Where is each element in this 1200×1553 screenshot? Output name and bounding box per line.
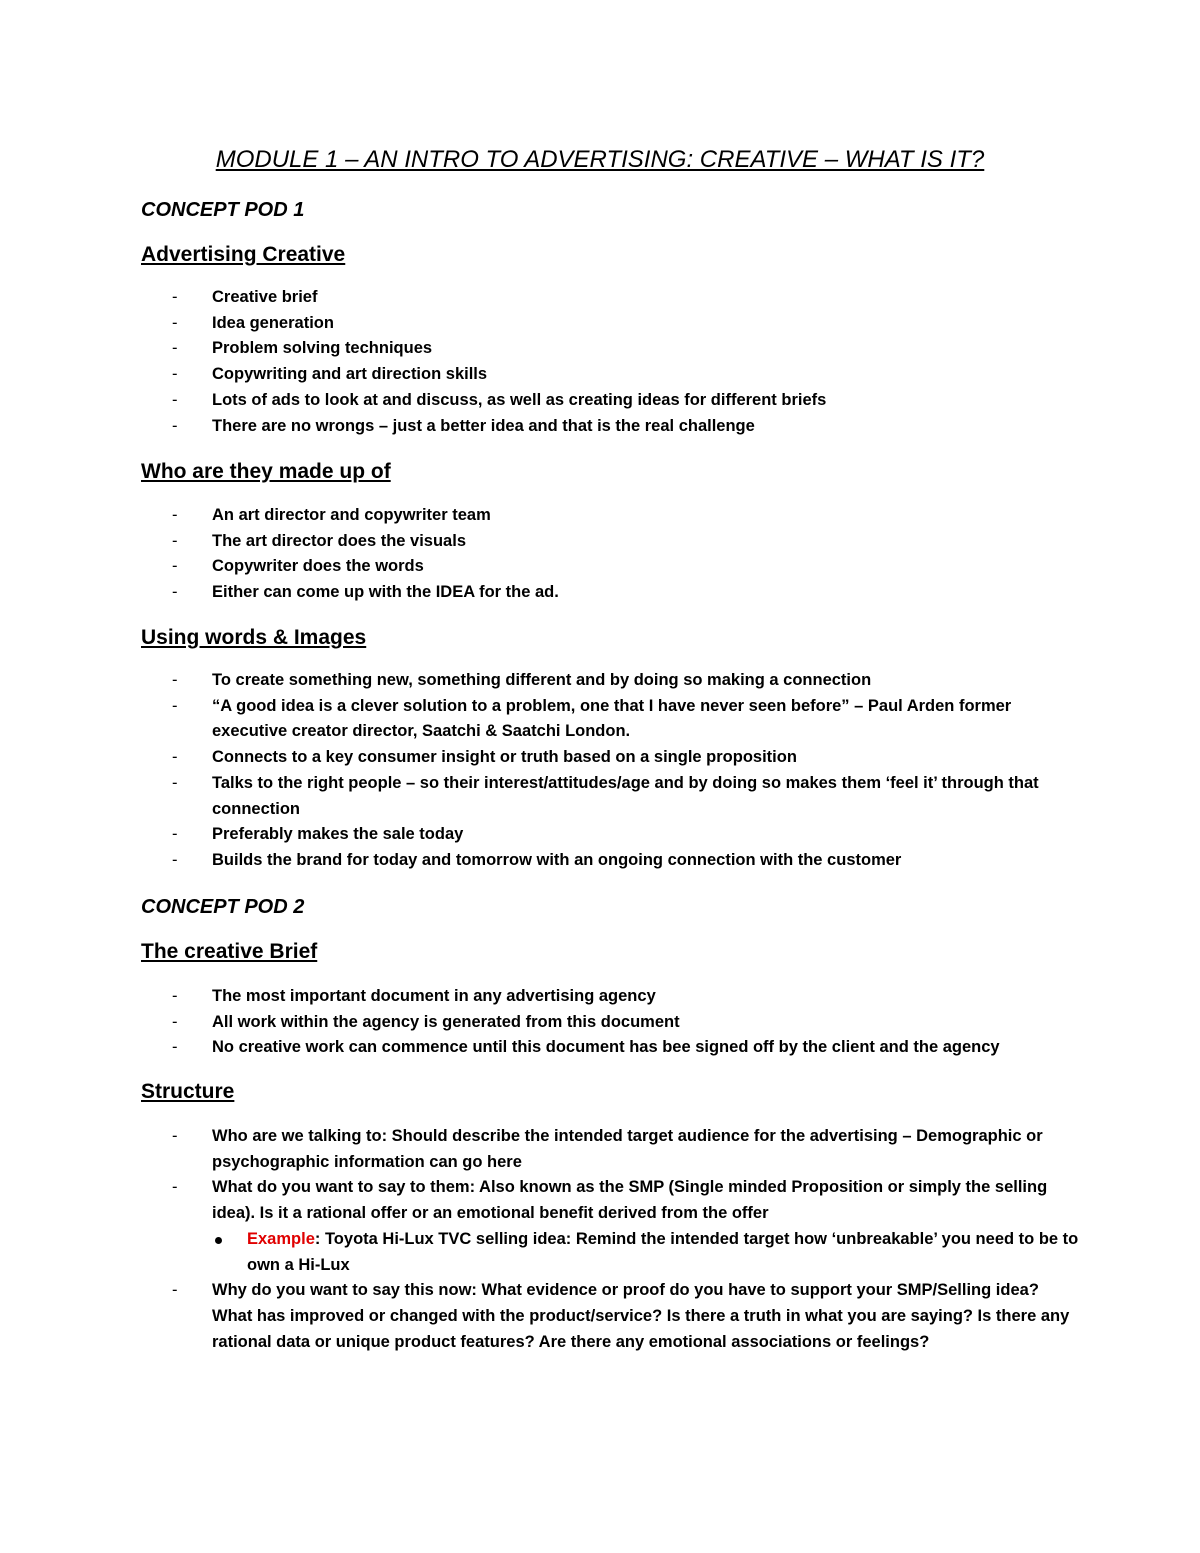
list-item: - Copywriter does the words xyxy=(0,554,1200,580)
dash-bullet: - xyxy=(172,773,178,792)
list-item: - Builds the brand for today and tomorrow with an ongoing connection with the customer xyxy=(0,848,1200,874)
dash-bullet: - xyxy=(172,1012,178,1031)
dash-bullet: - xyxy=(172,557,178,576)
list-item: - All work within the agency is generated from this document xyxy=(0,1010,1200,1036)
dash-bullet: - xyxy=(172,288,178,306)
dash-bullet: - xyxy=(172,1178,178,1197)
dash-bullet: - xyxy=(172,696,178,715)
example-label: Example xyxy=(247,1229,315,1248)
advertising-creative-list xyxy=(0,285,1200,439)
list-item: - The art director does the visuals xyxy=(0,529,1200,555)
list-item: - An art director and copywriter team xyxy=(0,503,1200,529)
section-heading-using-words-images: Using words & Images xyxy=(141,626,367,649)
dash-bullet: - xyxy=(172,390,178,409)
list-item: - What do you want to say to them: Also known as the SMP (Single minded Proposition or simply the selling idea). Is it a rational offer or an emotional benefit derived from the offer Example: Toyota Hi-Lux TVC selling idea: Remind the intended target how ‘unbreakable’ you need to be to own a Hi-Lux xyxy=(0,1175,1200,1278)
using-words-images-list xyxy=(0,668,1200,874)
list-item: - Either can come up with the IDEA for the ad. xyxy=(0,580,1200,606)
dash-bullet: - xyxy=(172,583,178,602)
dash-bullet: - xyxy=(172,365,178,384)
dash-bullet: - xyxy=(172,339,178,358)
list-item: - Creative brief xyxy=(0,285,1200,311)
structure-list xyxy=(0,1124,1200,1355)
dash-bullet: - xyxy=(172,850,178,869)
list-item: - Copywriting and art direction skills xyxy=(0,362,1200,388)
list-item: - Lots of ads to look at and discuss, as well as creating ideas for different briefs xyxy=(0,388,1200,414)
dash-bullet: - xyxy=(172,825,178,844)
list-item: - Preferably makes the sale today xyxy=(0,822,1200,848)
list-item: - No creative work can commence until this document has bee signed off by the client and the agency xyxy=(0,1035,1200,1061)
list-item: - The most important document in any advertising agency xyxy=(0,984,1200,1010)
bullet-dot-icon xyxy=(215,1237,222,1244)
list-item: - There are no wrongs – just a better idea and that is the real challenge xyxy=(0,414,1200,440)
list-item: - Talks to the right people – so their interest/attitudes/age and by doing so makes them ‘feel it’ through that connection xyxy=(0,771,1200,822)
who-are-they-list xyxy=(0,503,1200,606)
dash-bullet: - xyxy=(172,1038,178,1057)
dash-bullet: - xyxy=(172,748,178,767)
section-heading-the-creative-brief: The creative Brief xyxy=(141,940,318,963)
dash-bullet: - xyxy=(172,313,178,332)
dash-bullet: - xyxy=(172,531,178,550)
list-item: - Idea generation xyxy=(0,311,1200,337)
list-item: - Problem solving techniques xyxy=(0,336,1200,362)
list-item: - “A good idea is a clever solution to a problem, one that I have never seen before” – Paul Arden former executive creator director, Saatchi & Saatchi London. xyxy=(0,694,1200,745)
section-heading-structure: Structure xyxy=(141,1080,235,1103)
section-heading-advertising-creative: Advertising Creative xyxy=(141,243,346,266)
dash-bullet: - xyxy=(172,416,178,435)
dash-bullet: - xyxy=(172,987,178,1005)
document-title: MODULE 1 – AN INTRO TO ADVERTISING: CREATIVE – WHAT IS IT? xyxy=(215,146,985,173)
list-item: - To create something new, something different and by doing so making a connection xyxy=(0,668,1200,694)
dash-bullet: - xyxy=(172,1281,178,1300)
example-text: : Toyota Hi-Lux TVC selling idea: Remind the intended target how ‘unbreakable’ you need to be to own a Hi-Lux xyxy=(247,1229,1079,1274)
example-sub-item xyxy=(212,1227,1080,1278)
dash-bullet: - xyxy=(172,671,178,689)
section-heading-who-are-they-made-up-of: Who are they made up of xyxy=(141,460,391,483)
example-sub-list xyxy=(212,1227,1080,1278)
creative-brief-list xyxy=(0,984,1200,1061)
concept-pod-2-label: CONCEPT POD 2 xyxy=(141,896,305,918)
concept-pod-1-label: CONCEPT POD 1 xyxy=(141,199,305,221)
list-item: - Why do you want to say this now: What evidence or proof do you have to support your SMP/Selling idea? What has improved or changed with the product/service? Is there a truth in what you are saying? Is there any rational data or unique product features? Are there any emotional associations or feelings? xyxy=(0,1278,1200,1355)
list-item: - Who are we talking to: Should describe the intended target audience for the advertising – Demographic or psychographic information can go here xyxy=(0,1124,1200,1175)
list-item: - Connects to a key consumer insight or truth based on a single proposition xyxy=(0,745,1200,771)
dash-bullet: - xyxy=(172,506,178,524)
dash-bullet: - xyxy=(172,1127,178,1145)
